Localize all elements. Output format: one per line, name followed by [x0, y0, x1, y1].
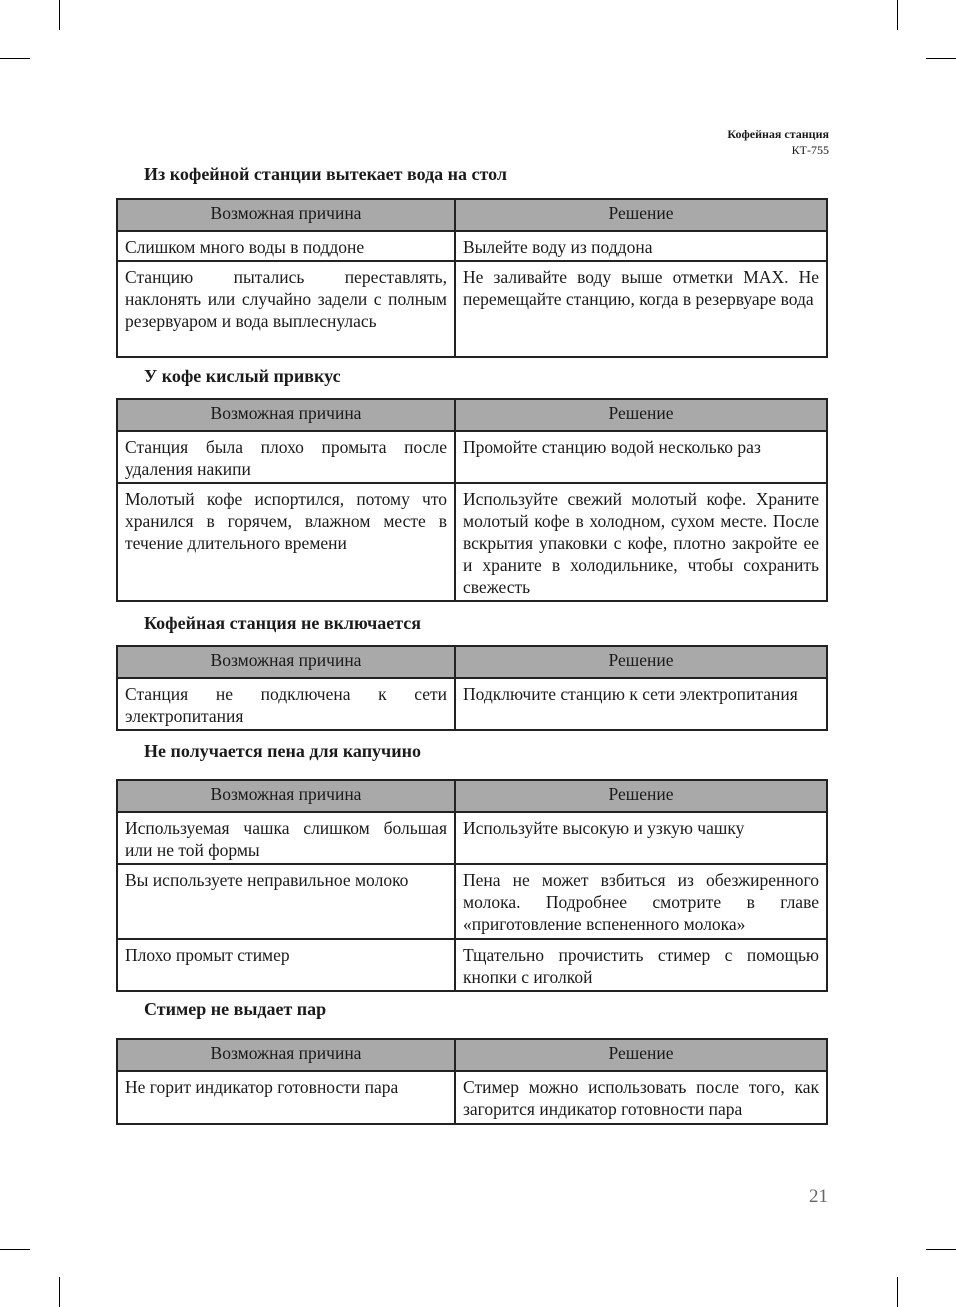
table-row	[117, 483, 827, 601]
cause-cell: Молотый кофе испортился, потому что хранился в горячем, влажном месте в течение длительного времени	[117, 483, 455, 601]
solution-cell: Используйте высокую и узкую чашку	[455, 812, 827, 864]
solution-cell: Используйте свежий молотый кофе. Храните молотый кофе в холодном, сухом месте. После вскрытия упаковки с кофе, плотно закройте ее и храните в холодильнике, чтобы сохранить свежесть	[455, 483, 827, 601]
table-header-row	[117, 780, 827, 812]
table-header-row	[117, 646, 827, 678]
solution-cell: Вылейте воду из поддона	[455, 231, 827, 261]
solution-cell: Подключите станцию к сети электропитания	[455, 678, 827, 730]
crop-mark	[926, 58, 956, 59]
table-row	[117, 864, 827, 939]
solution-cell: Стимер можно использовать после того, как загорится индикатор готовности пара	[455, 1071, 827, 1124]
solution-cell: Пена не может взбиться из обезжиренного молока. Подробнее смотрите в главе «приготовление вспененного молока»	[455, 864, 827, 939]
table-row	[117, 939, 827, 991]
header-title: Кофейная станция	[727, 127, 829, 141]
column-header-cause: Возможная причина	[117, 399, 455, 431]
header-model: КТ-755	[791, 143, 829, 157]
solution-cell: Не заливайте воду выше отметки MAX. Не перемещайте станцию, когда в резервуаре вода	[455, 261, 827, 357]
cause-cell: Станция не подключена к сети электропитания	[117, 678, 455, 730]
table-header-row	[117, 199, 827, 231]
table-row	[117, 1071, 827, 1124]
section-title: Кофейная станция не включается	[144, 613, 422, 633]
crop-mark	[59, 1277, 60, 1307]
troubleshooting-table	[116, 398, 828, 602]
column-header-solution: Решение	[455, 399, 827, 431]
crop-mark	[926, 1249, 956, 1250]
column-header-cause: Возможная причина	[117, 646, 455, 678]
column-header-solution: Решение	[455, 199, 827, 231]
cause-cell: Слишком много воды в поддоне	[117, 231, 455, 261]
section-title: У кофе кислый привкус	[144, 366, 341, 386]
section-title: Из кофейной станции вытекает вода на стол	[144, 164, 508, 184]
column-header-solution: Решение	[455, 1039, 827, 1071]
table-row	[117, 431, 827, 483]
solution-cell: Промойте станцию водой несколько раз	[455, 431, 827, 483]
column-header-cause: Возможная причина	[117, 1039, 455, 1071]
cause-cell: Используемая чашка слишком большая или не той формы	[117, 812, 455, 864]
page-number: 21	[809, 1186, 828, 1207]
table-row	[117, 231, 827, 261]
section-title: Стимер не выдает пар	[144, 999, 327, 1019]
solution-cell: Тщательно прочистить стимер с помощью кнопки с иголкой	[455, 939, 827, 991]
cause-cell: Станцию пытались переставлять, наклонять или случайно задели с полным резервуаром и вода выплеснулась	[117, 261, 455, 357]
cause-cell: Станция была плохо промыта после удаления накипи	[117, 431, 455, 483]
cause-cell: Не горит индикатор готовности пара	[117, 1071, 455, 1124]
running-header	[727, 126, 829, 158]
cause-cell: Вы используете неправильное молоко	[117, 864, 455, 939]
table-header-row	[117, 1039, 827, 1071]
section-title: Не получается пена для капучино	[144, 741, 421, 761]
crop-mark	[897, 1277, 898, 1307]
crop-mark	[59, 0, 60, 30]
column-header-solution: Решение	[455, 780, 827, 812]
column-header-solution: Решение	[455, 646, 827, 678]
table-header-row	[117, 399, 827, 431]
crop-mark	[897, 0, 898, 30]
cause-cell: Плохо промыт стимер	[117, 939, 455, 991]
column-header-cause: Возможная причина	[117, 199, 455, 231]
table-row	[117, 261, 827, 357]
troubleshooting-table	[116, 779, 828, 992]
troubleshooting-table	[116, 645, 828, 731]
troubleshooting-table	[116, 1038, 828, 1125]
troubleshooting-table	[116, 198, 828, 358]
crop-mark	[0, 58, 30, 59]
table-row	[117, 678, 827, 730]
column-header-cause: Возможная причина	[117, 780, 455, 812]
table-row	[117, 812, 827, 864]
crop-mark	[0, 1249, 30, 1250]
